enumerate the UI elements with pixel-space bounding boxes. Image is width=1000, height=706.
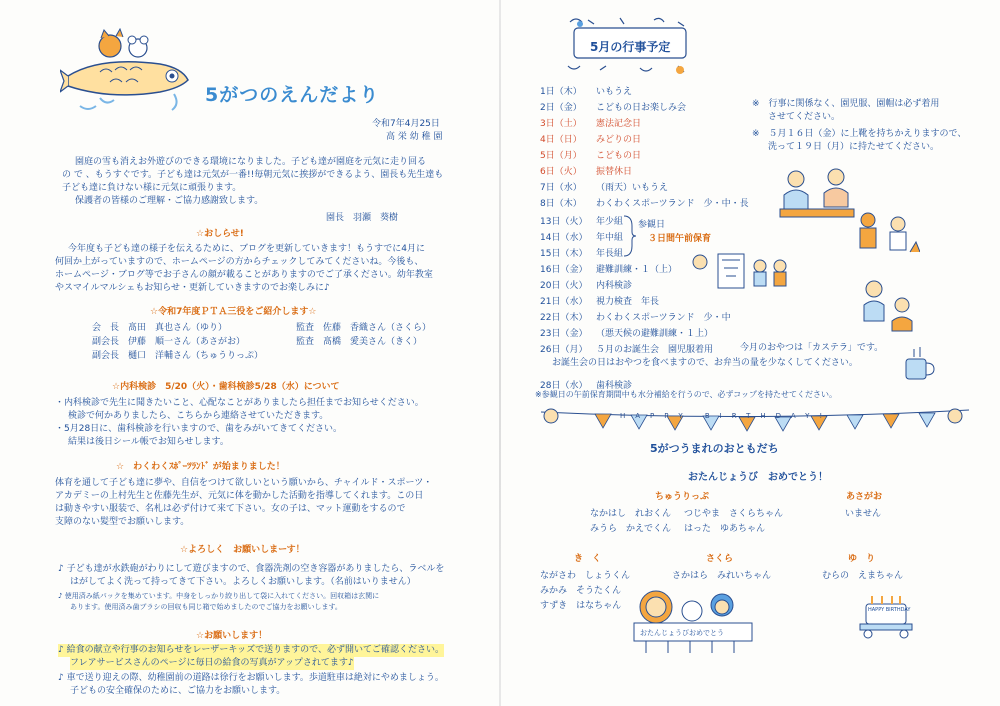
notice-line: ホームページ・ブログ等でお子さんの顔が載ることがありますのでご了承ください。幼年教室	[55, 270, 433, 280]
cake-label: HAPPY BIRTHDAY	[868, 607, 911, 613]
schedule-row	[540, 214, 623, 227]
birthday-bunting	[535, 402, 975, 438]
schedule-date: 5日（月）	[540, 151, 582, 161]
request2-line: 子どもの安全確保のために、ご協力をお願いします。	[70, 686, 286, 696]
schedule-date: 15日（木）	[540, 249, 588, 259]
schedule-date: 26日（月）	[540, 345, 588, 355]
request-heading: ☆よろしく お願いしまーす！	[180, 545, 305, 555]
observation-label: 参観日	[638, 220, 666, 230]
sports-line: アカデミーの上村先生と佐藤先生が、元気に体を動かした活動を指導してくれます。この日	[55, 491, 424, 501]
schedule-event: みどりの日	[596, 135, 642, 145]
birthday-title: 5がつうまれのおともだち	[650, 442, 779, 455]
birthday-child: さかはら みれいちゃん	[672, 571, 772, 581]
class-tulip: ちゅうりっぷ	[655, 492, 710, 502]
birthday-banner: HAPPY BIRTHDAY!	[620, 412, 833, 420]
schedule-event: （雨天）いもうえ	[596, 183, 669, 193]
schedule-row	[540, 294, 659, 307]
schedule-event: 年中組	[596, 233, 624, 243]
cup-icon	[900, 345, 940, 385]
schedule-row	[540, 342, 713, 355]
class-asagao: あさがお	[846, 492, 883, 502]
schedule-row	[540, 100, 686, 113]
schedule-date: 8日（木）	[540, 199, 582, 209]
intro-line: 子ども達に負けない様に元気に頑張ります。	[62, 183, 242, 193]
schedule-row	[540, 180, 668, 193]
request-line: あります。使用済み歯ブラシの回収も同じ箱で始めましたのでご協力をお願いします。	[70, 603, 342, 611]
birthday-child: ながさわ しょうくん	[540, 571, 631, 581]
schedule-row	[540, 278, 632, 291]
intro-line: 保護者の皆様のご理解・ご協力感謝致します。	[75, 196, 264, 206]
birthday-greeting: おたんじょうび おめでとう！	[688, 472, 828, 483]
observation-sub: ３日間午前保育	[648, 234, 712, 244]
schedule-row	[540, 310, 731, 323]
schedule-event: （悪天候の避難訓練・１上）	[596, 329, 714, 339]
schedule-event: 振替休日	[596, 167, 633, 177]
schedule-row	[540, 262, 677, 275]
children-playing-illustration	[850, 210, 920, 260]
schedule-date: 1日（木）	[540, 87, 582, 97]
schedule-row	[540, 326, 713, 339]
sports-line: 支障のない髪型でお願いします。	[55, 517, 190, 527]
birthday-child: つじやま さくらちゃん	[684, 509, 784, 519]
birthday-child: みかみ そうたくん	[540, 586, 622, 596]
schedule-event: 年長組	[596, 249, 624, 259]
schedule-date: 2日（金）	[540, 103, 582, 113]
schedule-event: こどもの日お楽しみ会	[596, 103, 687, 113]
sports-heading: ☆ わくわくｽﾎﾟｰﾂﾗﾝﾄﾞ が始まりました！	[116, 462, 285, 472]
notice-line: 今年度も子ども達の様子を伝えるために、ブログを更新していきます！もうすでに4月に	[68, 244, 425, 254]
schedule-row	[540, 246, 623, 259]
schedule-date: 16日（金）	[540, 265, 588, 275]
class-sakura: さくら	[706, 554, 734, 564]
intro-line: 園庭の雪も消えお外遊びのできる環境になりました。子ども達が園庭を元気に走り回る	[75, 157, 427, 167]
birthday-cake-illustration	[852, 590, 922, 640]
schedule-date: 20日（火）	[540, 281, 588, 291]
water-note: ※参観日の午前保育期間中も水分補給を行うので、必ずコップを持たせてください。	[535, 390, 837, 399]
snack-note: 今月のおやつは「カステラ」です。	[740, 343, 884, 353]
pta-member: 会 長 髙田 真也さん（ゆり）	[92, 323, 228, 333]
schedule-event: 歯科検診	[596, 381, 633, 391]
animals-sign-text: おたんじょうびおめでとう	[640, 629, 724, 637]
pta-member: 監査 佐藤 香織さん（さくら）	[296, 323, 432, 333]
schedule-date: 22日（木）	[540, 313, 588, 323]
request-line: ♪ 子ども達が水鉄砲がわりにして遊びますので、食器洗剤の空き容器がありましたら、ラベルを	[58, 564, 445, 574]
schedule-event: わくわくスポーツランド 少・中	[596, 313, 731, 323]
notice-line: 何回か上がっていますので、ホームページの方からチェックしてみてくださいね。今後も、	[55, 257, 424, 267]
request-line: はがしてよく洗って持ってきて下さい。よろしくお願いします。（名前はいりません）	[70, 577, 416, 587]
eye-test-illustration	[688, 252, 808, 292]
carp-streamer-illustration	[60, 28, 195, 118]
note-line: 洗って１９日（月）に持たせてください。	[768, 142, 940, 152]
schedule-date: 3日（土）	[540, 119, 582, 129]
schedule-date: 14日（水）	[540, 233, 588, 243]
pta-member: 副会長 伊藤 順一さん（あさがお）	[92, 337, 246, 347]
birthday-child: なかはし れおくん	[590, 509, 672, 519]
schedule-row	[540, 84, 632, 97]
schedule-event: こどもの日	[596, 151, 642, 161]
observation-brace	[622, 214, 636, 258]
schedule-event: 年少組	[596, 217, 624, 227]
note-line: させてください。	[768, 112, 841, 122]
schedule-event: 視力検査 年長	[596, 297, 660, 307]
exam-heading: ☆内科検診 5/20（火）・歯科検診5/28（水）について	[112, 382, 340, 392]
animals-sign-illustration	[628, 585, 758, 660]
schedule-event: 憲法記念日	[596, 119, 642, 129]
notice-line: やスマイルマルシェもお知らせ・更新していきますのでお楽しみに♪	[55, 283, 330, 293]
birthday-note: お誕生会の日はおやつを食べますので、お弁当の量を少なくしてください。	[552, 358, 858, 368]
schedule-row	[540, 116, 641, 129]
schedule-row	[540, 164, 632, 177]
schedule-date: 7日（水）	[540, 183, 582, 193]
exam-line: ・5月28日に、歯科検診を行いますので、歯をみがいてきてください。	[55, 424, 343, 434]
schedule-title: 5月の行事予定	[590, 40, 671, 54]
pta-member: 副会長 樋口 洋輔さん（ちゅうりっぷ）	[92, 351, 264, 361]
request2-line: ♪ 車で送り迎えの際、幼稚園前の道路は徐行をお願いします。歩道駐車は絶対にやめましょう。	[58, 673, 444, 683]
highlight-line: フレアサービスさんのページに毎日の給食の写真がアップされてます♪	[70, 657, 354, 670]
request2-heading: ☆お願いします！	[196, 631, 268, 641]
schedule-row	[540, 230, 623, 243]
intro-line: の で 、もうすぐです。子ども達は元気が一番!!毎朝元気に挨拶ができるよう、園長も先生達も	[62, 170, 444, 180]
schedule-row	[540, 132, 641, 145]
notice-heading: ☆おしらせ!	[196, 229, 244, 239]
kids-crafting-illustration	[770, 165, 860, 225]
school-name: 高 栄 幼 稚 園	[386, 132, 443, 142]
birthday-child: はった ゆあちゃん	[684, 524, 766, 534]
schedule-date: 4日（日）	[540, 135, 582, 145]
schedule-event: いもうえ	[596, 87, 633, 97]
schedule-row	[540, 196, 749, 209]
request-line: ♪ 使用済み紙パックを集めています。中身をしっかり絞り出して袋に入れてください。回収箱は玄関に	[58, 592, 380, 600]
schedule-date: 6日（火）	[540, 167, 582, 177]
exam-line: ・内科検診で先生に聞きたいこと、心配なことがありましたら担任までお知らせください。	[55, 398, 424, 408]
exam-line: 検診で何かありましたら、こちらから連絡させていただきます。	[68, 411, 329, 421]
principal-signature: 園長 羽瀬 葵樹	[326, 213, 399, 223]
highlight-line: ♪ 給食の献立や行事のお知らせをレーザーキッズで送りますので、必ず開いてご確認ください。	[58, 644, 444, 657]
exam-line: 結果は後日シール帳でお知らせします。	[68, 437, 229, 447]
note-line: ※ 行事に関係なく、園児服、園帽は必ず着用	[752, 99, 940, 109]
class-yuri: ゆ り	[848, 554, 876, 564]
note-line: ※ ５月１６日（金）に上靴を持ちかえりますので、	[752, 129, 967, 139]
schedule-date: 28日（水）	[540, 381, 588, 391]
schedule-event: 避難訓練・１（上）	[596, 265, 678, 275]
schedule-event: わくわくスポーツランド 少・中・長	[596, 199, 749, 209]
schedule-date: 13日（火）	[540, 217, 588, 227]
birthday-child: みうら かえでくん	[590, 524, 672, 534]
birthday-child: むらの えまちゃん	[822, 571, 904, 581]
schedule-event: ５月のお誕生会 園児服着用	[596, 345, 714, 355]
sports-line: は動きやすい服装で、名札は必ず付けて来て下さい。女の子は、マット運動をするので	[55, 504, 406, 514]
schedule-event: 内科検診	[596, 281, 633, 291]
birthday-child: いません	[845, 509, 882, 519]
exercise-illustration	[852, 275, 922, 337]
pta-heading: ☆令和7年度ＰＴＡ三役をご紹介します☆	[150, 307, 317, 317]
newsletter-title: 5がつのえんだより	[205, 84, 380, 106]
schedule-date: 21日（水）	[540, 297, 588, 307]
schedule-date: 23日（金）	[540, 329, 588, 339]
pta-member: 監査 髙橋 愛美さん（きく）	[296, 337, 423, 347]
issue-date: 令和7年4月25日	[372, 119, 440, 129]
schedule-row	[540, 148, 641, 161]
birthday-child: すずき はなちゃん	[540, 601, 622, 611]
sports-line: 体育を通して子ども達に夢や、自信をつけて欲しいという願いから、チャイルド・スポーツ・	[55, 478, 433, 488]
class-kiku: き く	[574, 554, 602, 564]
